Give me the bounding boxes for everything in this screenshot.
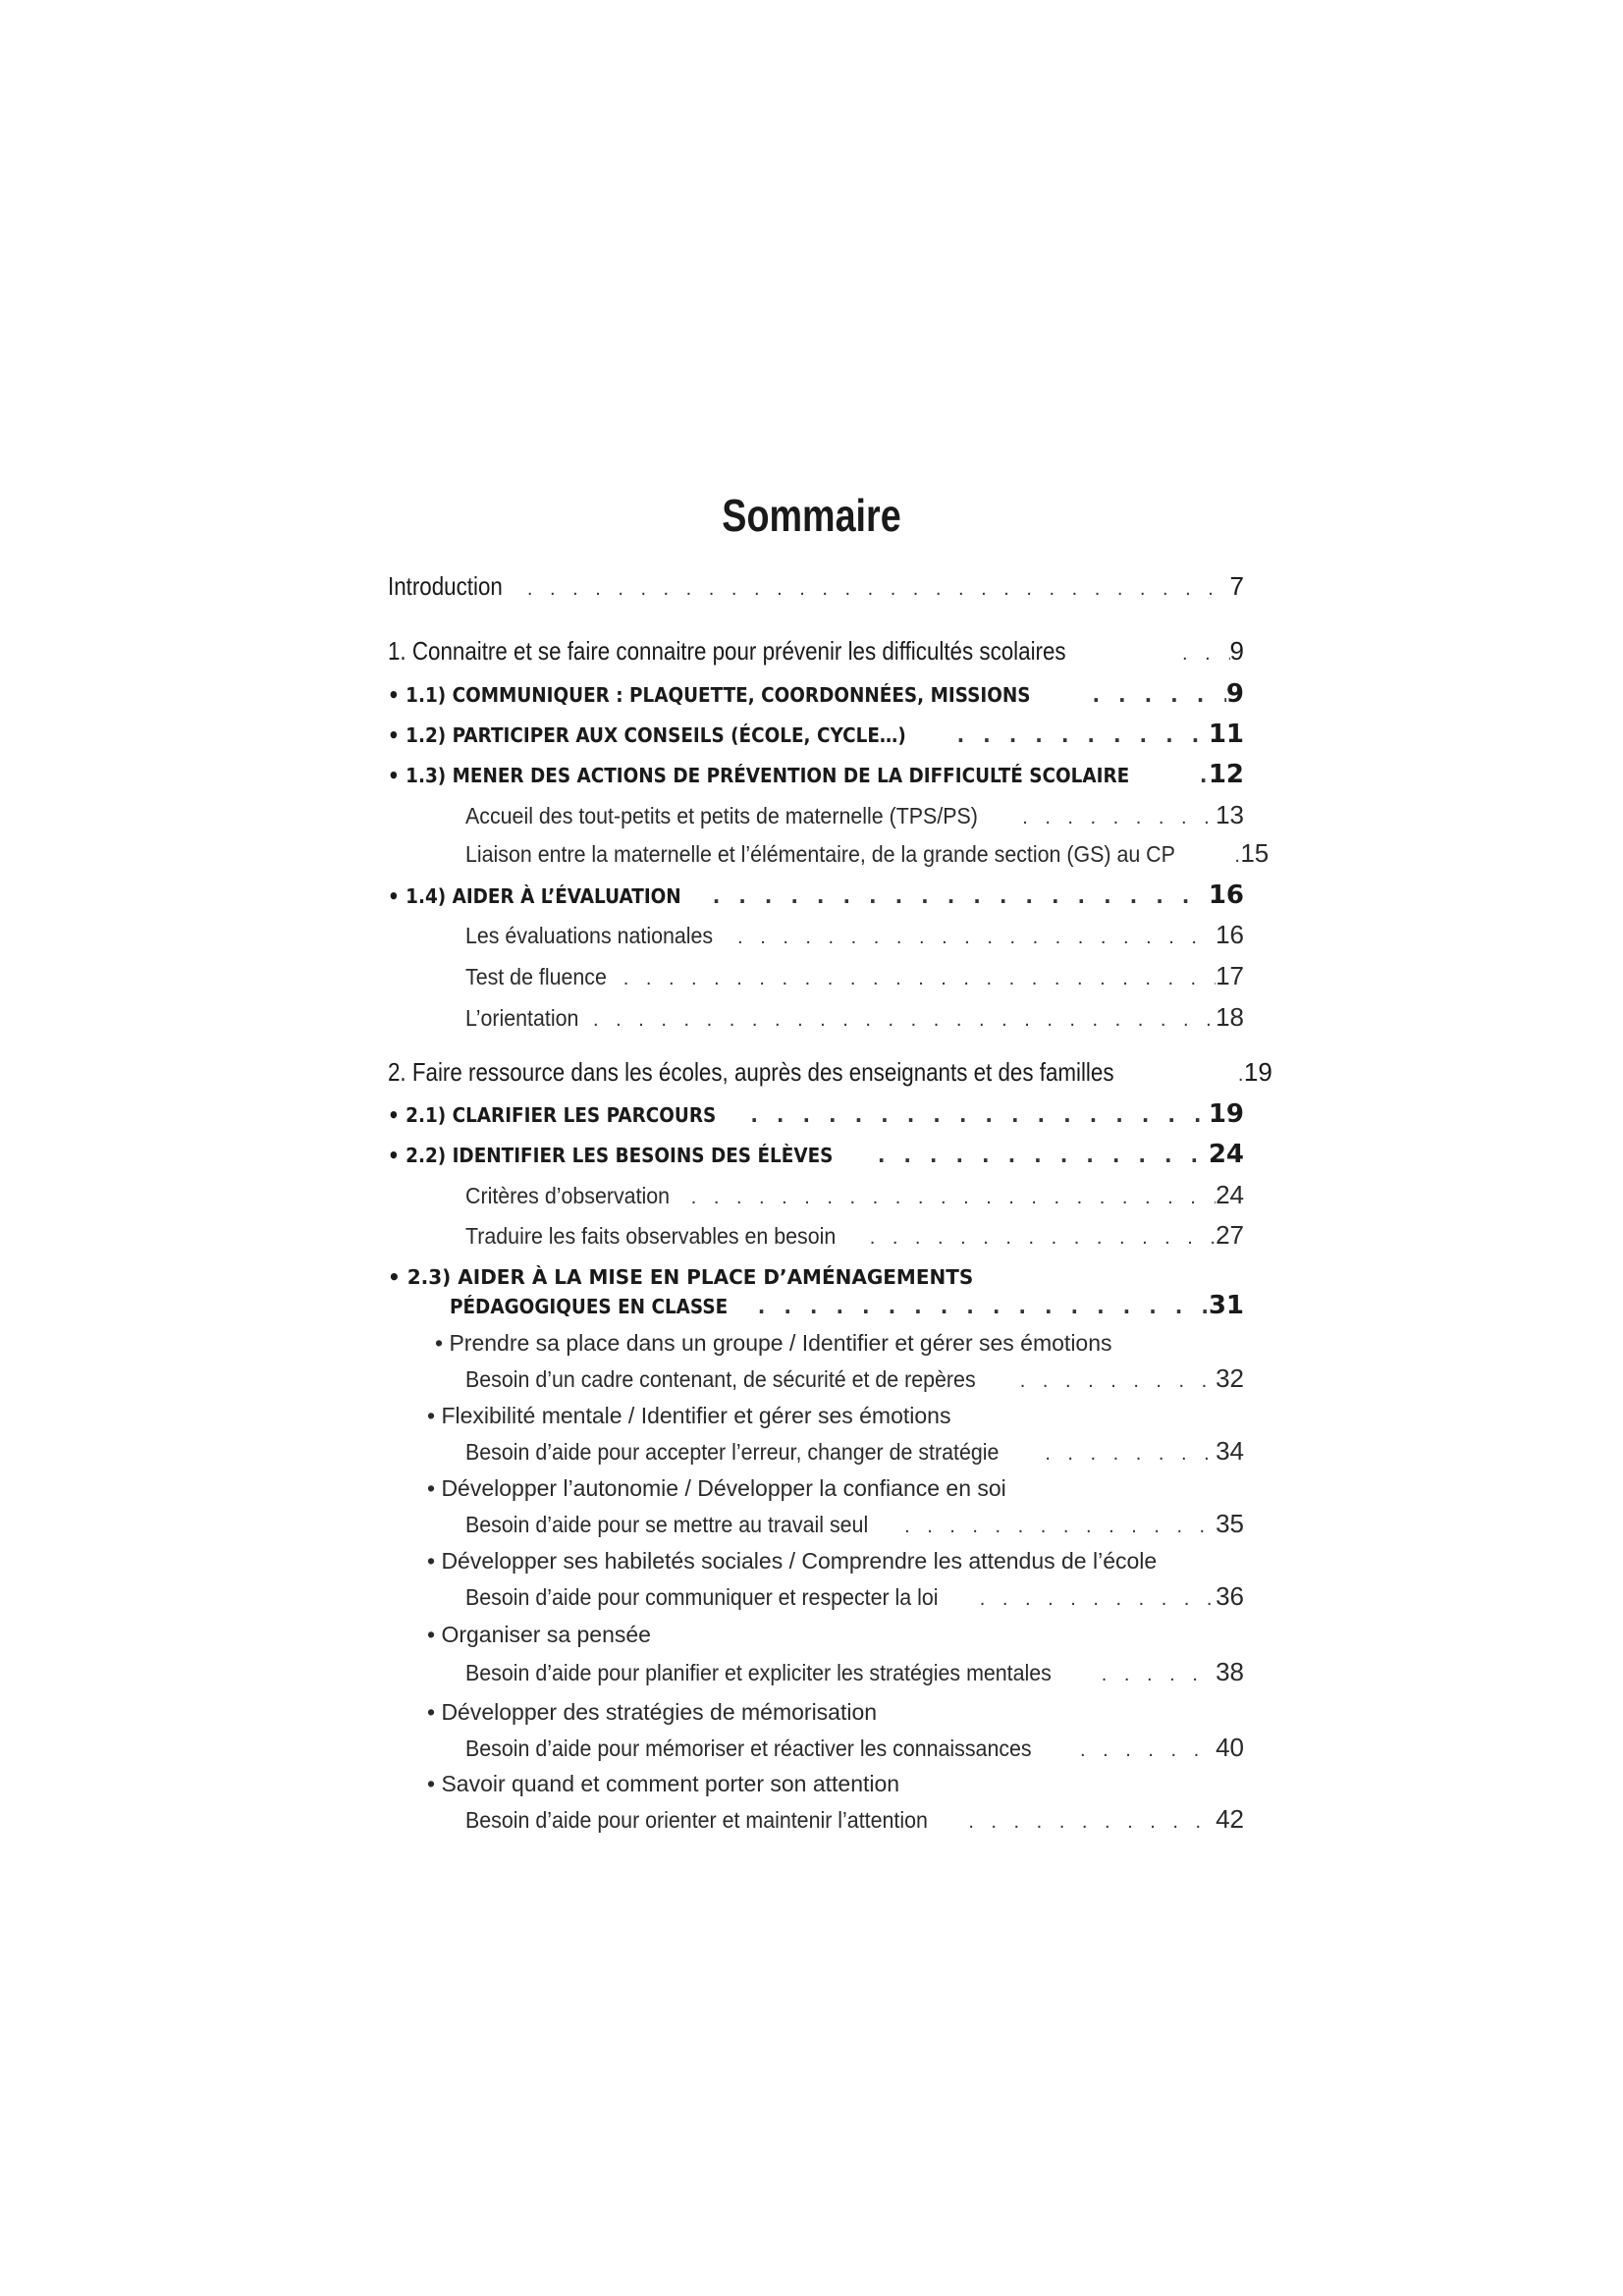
dot-leader bbox=[1096, 1664, 1216, 1686]
toc-label: 2. Faire ressource dans les écoles, auprès des enseignants et des familles bbox=[388, 1057, 1114, 1087]
dot-leader bbox=[1016, 807, 1216, 829]
toc-group-heading: • Organiser sa pensée bbox=[427, 1622, 651, 1647]
toc-entry-2-3[interactable] bbox=[450, 1291, 1244, 1330]
toc-label: • 2.1) CLARIFIER LES PARCOURS bbox=[388, 1103, 717, 1127]
toc-entry-2-3-line-1: • 2.3) AIDER À LA MISE EN PLACE D’AMÉNAGEMENTS bbox=[388, 1265, 974, 1289]
toc-entry-1-4-b[interactable] bbox=[465, 961, 1244, 1000]
toc-page-number: 9 bbox=[1229, 636, 1244, 666]
dot-leader bbox=[1074, 1739, 1216, 1762]
toc-label: Besoin d’aide pour accepter l’erreur, changer de stratégie bbox=[465, 1439, 1000, 1465]
toc-page-number: 31 bbox=[1208, 1291, 1244, 1320]
toc-entry-introduction[interactable] bbox=[388, 571, 1244, 611]
toc-page-number: 24 bbox=[1208, 1140, 1244, 1169]
dot-leader bbox=[1228, 845, 1240, 868]
dot-leader bbox=[707, 884, 1209, 908]
toc-page-number: 42 bbox=[1216, 1804, 1244, 1834]
dot-leader bbox=[587, 1009, 1216, 1032]
toc-label: Accueil des tout-petits et petits de maternelle (TPS/PS) bbox=[465, 803, 978, 828]
dot-leader bbox=[864, 1227, 1216, 1250]
toc-label: Besoin d’aide pour planifier et expliciter les stratégies mentales bbox=[465, 1660, 1052, 1685]
dot-leader bbox=[752, 1295, 1209, 1318]
toc-page-number: 38 bbox=[1216, 1657, 1244, 1686]
toc-label: 1. Connaitre et se faire connaitre pour prévenir les difficultés scolaires bbox=[388, 636, 1066, 666]
toc-page-number: 15 bbox=[1240, 838, 1270, 868]
toc-page-number: 9 bbox=[1225, 679, 1244, 709]
toc-page-number: 24 bbox=[1216, 1180, 1244, 1209]
toc-page-number: 32 bbox=[1216, 1363, 1244, 1393]
toc-label: Besoin d’aide pour orienter et maintenir l’attention bbox=[465, 1807, 928, 1833]
toc-page-number: 18 bbox=[1216, 1002, 1244, 1032]
toc-page-number: 7 bbox=[1229, 571, 1244, 601]
dot-leader bbox=[1039, 1443, 1216, 1466]
toc-label: • 1.4) AIDER À L’ÉVALUATION bbox=[388, 884, 681, 908]
toc-entry-g5[interactable] bbox=[465, 1657, 1244, 1696]
toc-entry-g1[interactable] bbox=[465, 1363, 1244, 1403]
toc-entry-1-1[interactable] bbox=[388, 679, 1244, 719]
toc-label: Introduction bbox=[388, 571, 503, 601]
toc-group-heading: • Flexibilité mentale / Identifier et gérer ses émotions bbox=[427, 1403, 951, 1428]
toc-group-heading: • Savoir quand et comment porter son attention bbox=[427, 1771, 900, 1796]
toc-page-number: 35 bbox=[1216, 1509, 1244, 1538]
toc-group-heading: • Prendre sa place dans un groupe / Identifier et gérer ses émotions bbox=[435, 1330, 1112, 1356]
toc-label: Traduire les faits observables en besoin bbox=[465, 1223, 837, 1249]
toc-page-number: 34 bbox=[1216, 1436, 1244, 1466]
dot-leader bbox=[974, 1588, 1216, 1611]
toc-label: Besoin d’aide pour communiquer et respecter la loi bbox=[465, 1584, 939, 1610]
dot-leader bbox=[731, 927, 1216, 949]
dot-leader bbox=[521, 578, 1230, 601]
toc-label: • 1.1) COMMUNIQUER : PLAQUETTE, COORDONNÉES, MISSIONS bbox=[388, 683, 1031, 707]
toc-page-number: 16 bbox=[1208, 881, 1244, 910]
toc-entry-1-4-a[interactable] bbox=[465, 920, 1244, 959]
toc-group-heading: • Développer ses habiletés sociales / Comprendre les attendus de l’école bbox=[427, 1548, 1158, 1574]
toc-page-number: 11 bbox=[1208, 720, 1244, 749]
toc-entry-g2[interactable] bbox=[465, 1436, 1244, 1475]
toc-label: • 1.2) PARTICIPER AUX CONSEILS (ÉCOLE, CYCLE…) bbox=[388, 723, 906, 747]
toc-label: Les évaluations nationales bbox=[465, 923, 714, 948]
toc-page-number: 36 bbox=[1216, 1581, 1244, 1611]
toc-entry-1-4[interactable] bbox=[388, 881, 1244, 920]
toc-label: • 2.2) IDENTIFIER LES BESOINS DES ÉLÈVES bbox=[388, 1144, 834, 1167]
toc-label: L’orientation bbox=[465, 1005, 579, 1031]
toc-page-number: 19 bbox=[1208, 1099, 1244, 1129]
toc-page-number: 12 bbox=[1208, 760, 1244, 789]
toc-page-number: 17 bbox=[1216, 961, 1244, 990]
toc-label: Besoin d’aide pour mémoriser et réactiver les connaissances bbox=[465, 1735, 1032, 1761]
toc-page-number: 27 bbox=[1216, 1220, 1244, 1250]
toc-label: Liaison entre la maternelle et l’élémentaire, de la grande section (GS) au CP bbox=[465, 841, 1175, 867]
toc-label: Besoin d’aide pour se mettre au travail seul bbox=[465, 1512, 869, 1537]
toc-page-number: 19 bbox=[1243, 1057, 1272, 1087]
toc-label: Critères d’observation bbox=[465, 1183, 671, 1208]
dot-leader bbox=[872, 1144, 1209, 1167]
toc-group-heading: • Développer des stratégies de mémorisation bbox=[427, 1699, 878, 1725]
toc-label: • 1.3) MENER DES ACTIONS DE PRÉVENTION DE LA DIFFICULTÉ SCOLAIRE bbox=[388, 764, 1130, 787]
toc-entry-1-3-b[interactable] bbox=[465, 838, 1270, 878]
toc-label: Test de fluence bbox=[465, 964, 607, 989]
dot-leader bbox=[1232, 1064, 1244, 1087]
dot-leader bbox=[951, 723, 1209, 747]
toc-entry-2-2-a[interactable] bbox=[465, 1180, 1244, 1219]
toc-entry-g7[interactable] bbox=[465, 1804, 1244, 1843]
toc-label: Besoin d’un cadre contenant, de sécurité et de repères bbox=[465, 1366, 976, 1392]
toc-entry-1-3-a[interactable] bbox=[465, 800, 1244, 839]
toc-entry-section-1[interactable] bbox=[388, 636, 1244, 675]
toc-entry-1-2[interactable] bbox=[388, 720, 1244, 759]
dot-leader bbox=[685, 1187, 1216, 1209]
toc-page-number: 16 bbox=[1216, 920, 1244, 949]
dot-leader bbox=[744, 1103, 1208, 1127]
dot-leader bbox=[962, 1811, 1216, 1834]
dot-leader bbox=[1176, 643, 1229, 666]
toc-entry-2-2-b[interactable] bbox=[465, 1220, 1244, 1259]
toc-page-number: 40 bbox=[1216, 1733, 1244, 1762]
toc-entry-section-2[interactable] bbox=[388, 1057, 1272, 1096]
toc-entry-g3[interactable] bbox=[465, 1509, 1244, 1548]
page-title: Sommaire bbox=[722, 490, 901, 541]
toc-page-number: 13 bbox=[1216, 800, 1244, 829]
toc-entry-2-2[interactable] bbox=[388, 1140, 1244, 1179]
dot-leader bbox=[898, 1516, 1216, 1538]
dot-leader bbox=[1086, 683, 1225, 707]
toc-entry-1-4-c[interactable] bbox=[465, 1002, 1244, 1041]
toc-label: PÉDAGOGIQUES EN CLASSE bbox=[450, 1295, 729, 1318]
dot-leader bbox=[618, 968, 1216, 990]
dot-leader bbox=[1194, 764, 1209, 787]
toc-entry-g6[interactable] bbox=[465, 1733, 1244, 1772]
toc-entry-1-3[interactable] bbox=[388, 760, 1244, 799]
toc-entry-2-1[interactable] bbox=[388, 1099, 1244, 1139]
toc-group-heading: • Développer l’autonomie / Développer la confiance en soi bbox=[427, 1475, 1006, 1501]
dot-leader bbox=[1014, 1370, 1216, 1393]
toc-entry-g4[interactable] bbox=[465, 1581, 1244, 1621]
